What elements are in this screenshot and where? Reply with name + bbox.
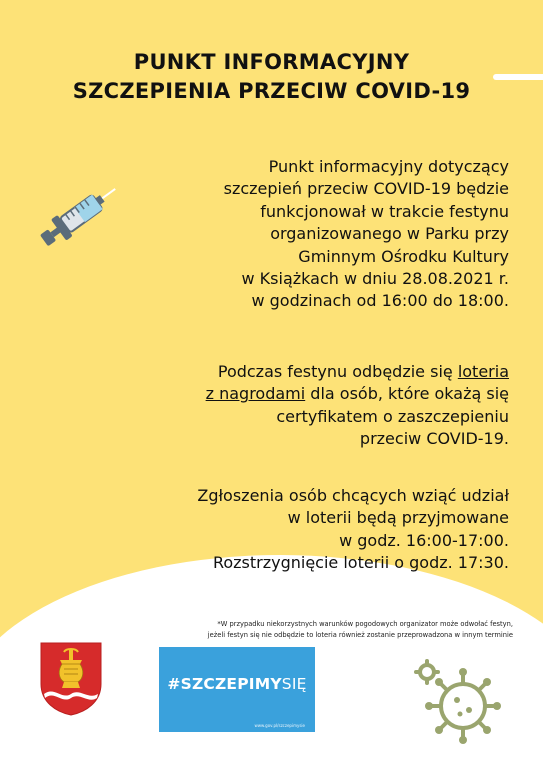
footnote-line: *W przypadku niekorzystnych warunków pogodowych organizator może odwołać festyn, (217, 620, 513, 628)
lottery-text: Podczas festynu odbędzie się (217, 362, 458, 381)
registration-line: Rozstrzygnięcie loterii o godz. 17:30. (212, 553, 509, 573)
registration-line: Zgłoszenia osób chcących wziąć udział (197, 486, 509, 505)
badge-suffix-text: SIĘ (281, 675, 307, 693)
lottery-line-2 (206, 383, 509, 405)
registration-line: w loterii będą przyjmowane (287, 508, 509, 528)
footnote-line: jeżeli festyn się nie odbędzie to loteria również zostanie przeprowadzona w innym terminie (207, 630, 513, 639)
info-line: Gminnym Ośrodku Kultury (298, 246, 509, 266)
info-line: w godzinach od 16:00 do 18:00. (251, 291, 509, 311)
registration-line: w godz. 16:00-17:00. (339, 530, 509, 550)
registration-paragraph (197, 485, 509, 575)
coat-of-arms-icon (40, 642, 102, 716)
info-paragraph (224, 156, 509, 313)
lottery-line-1 (206, 361, 509, 383)
badge-url: www.gov.pl/szczepimysie (254, 723, 305, 728)
virus-icon (405, 650, 510, 750)
weather-footnote (208, 619, 513, 640)
info-line: w Książkach w dniu 28.08.2021 r. (241, 269, 509, 289)
info-line: Punkt informacyjny dotyczący (268, 157, 509, 176)
lottery-line-3: certyfikatem o zaszczepieniu (276, 406, 509, 426)
lottery-line-4: przeciw COVID-19. (359, 429, 509, 449)
info-line: szczepień przeciw COVID-19 będzie (223, 179, 509, 199)
badge-hashtag (159, 675, 315, 693)
title-line-1: PUNKT INFORMACYJNY (133, 50, 410, 74)
badge-hash-text: #SZCZEPIMY (167, 675, 282, 693)
syringe-icon (32, 178, 124, 254)
prizes-link[interactable]: z nagrodami (205, 384, 306, 404)
title-line-2: SZCZEPIENIA PRZECIW COVID-19 (72, 79, 471, 103)
info-line: organizowanego w Parku przy (270, 224, 509, 244)
szczepimy-sie-badge (159, 647, 315, 732)
lottery-link[interactable]: loteria (457, 362, 509, 381)
page-title (0, 48, 543, 106)
lottery-paragraph (206, 361, 509, 451)
lottery-text: dla osób, które okażą się (305, 384, 509, 404)
info-line: funkcjonował w trakcie festynu (260, 201, 509, 221)
